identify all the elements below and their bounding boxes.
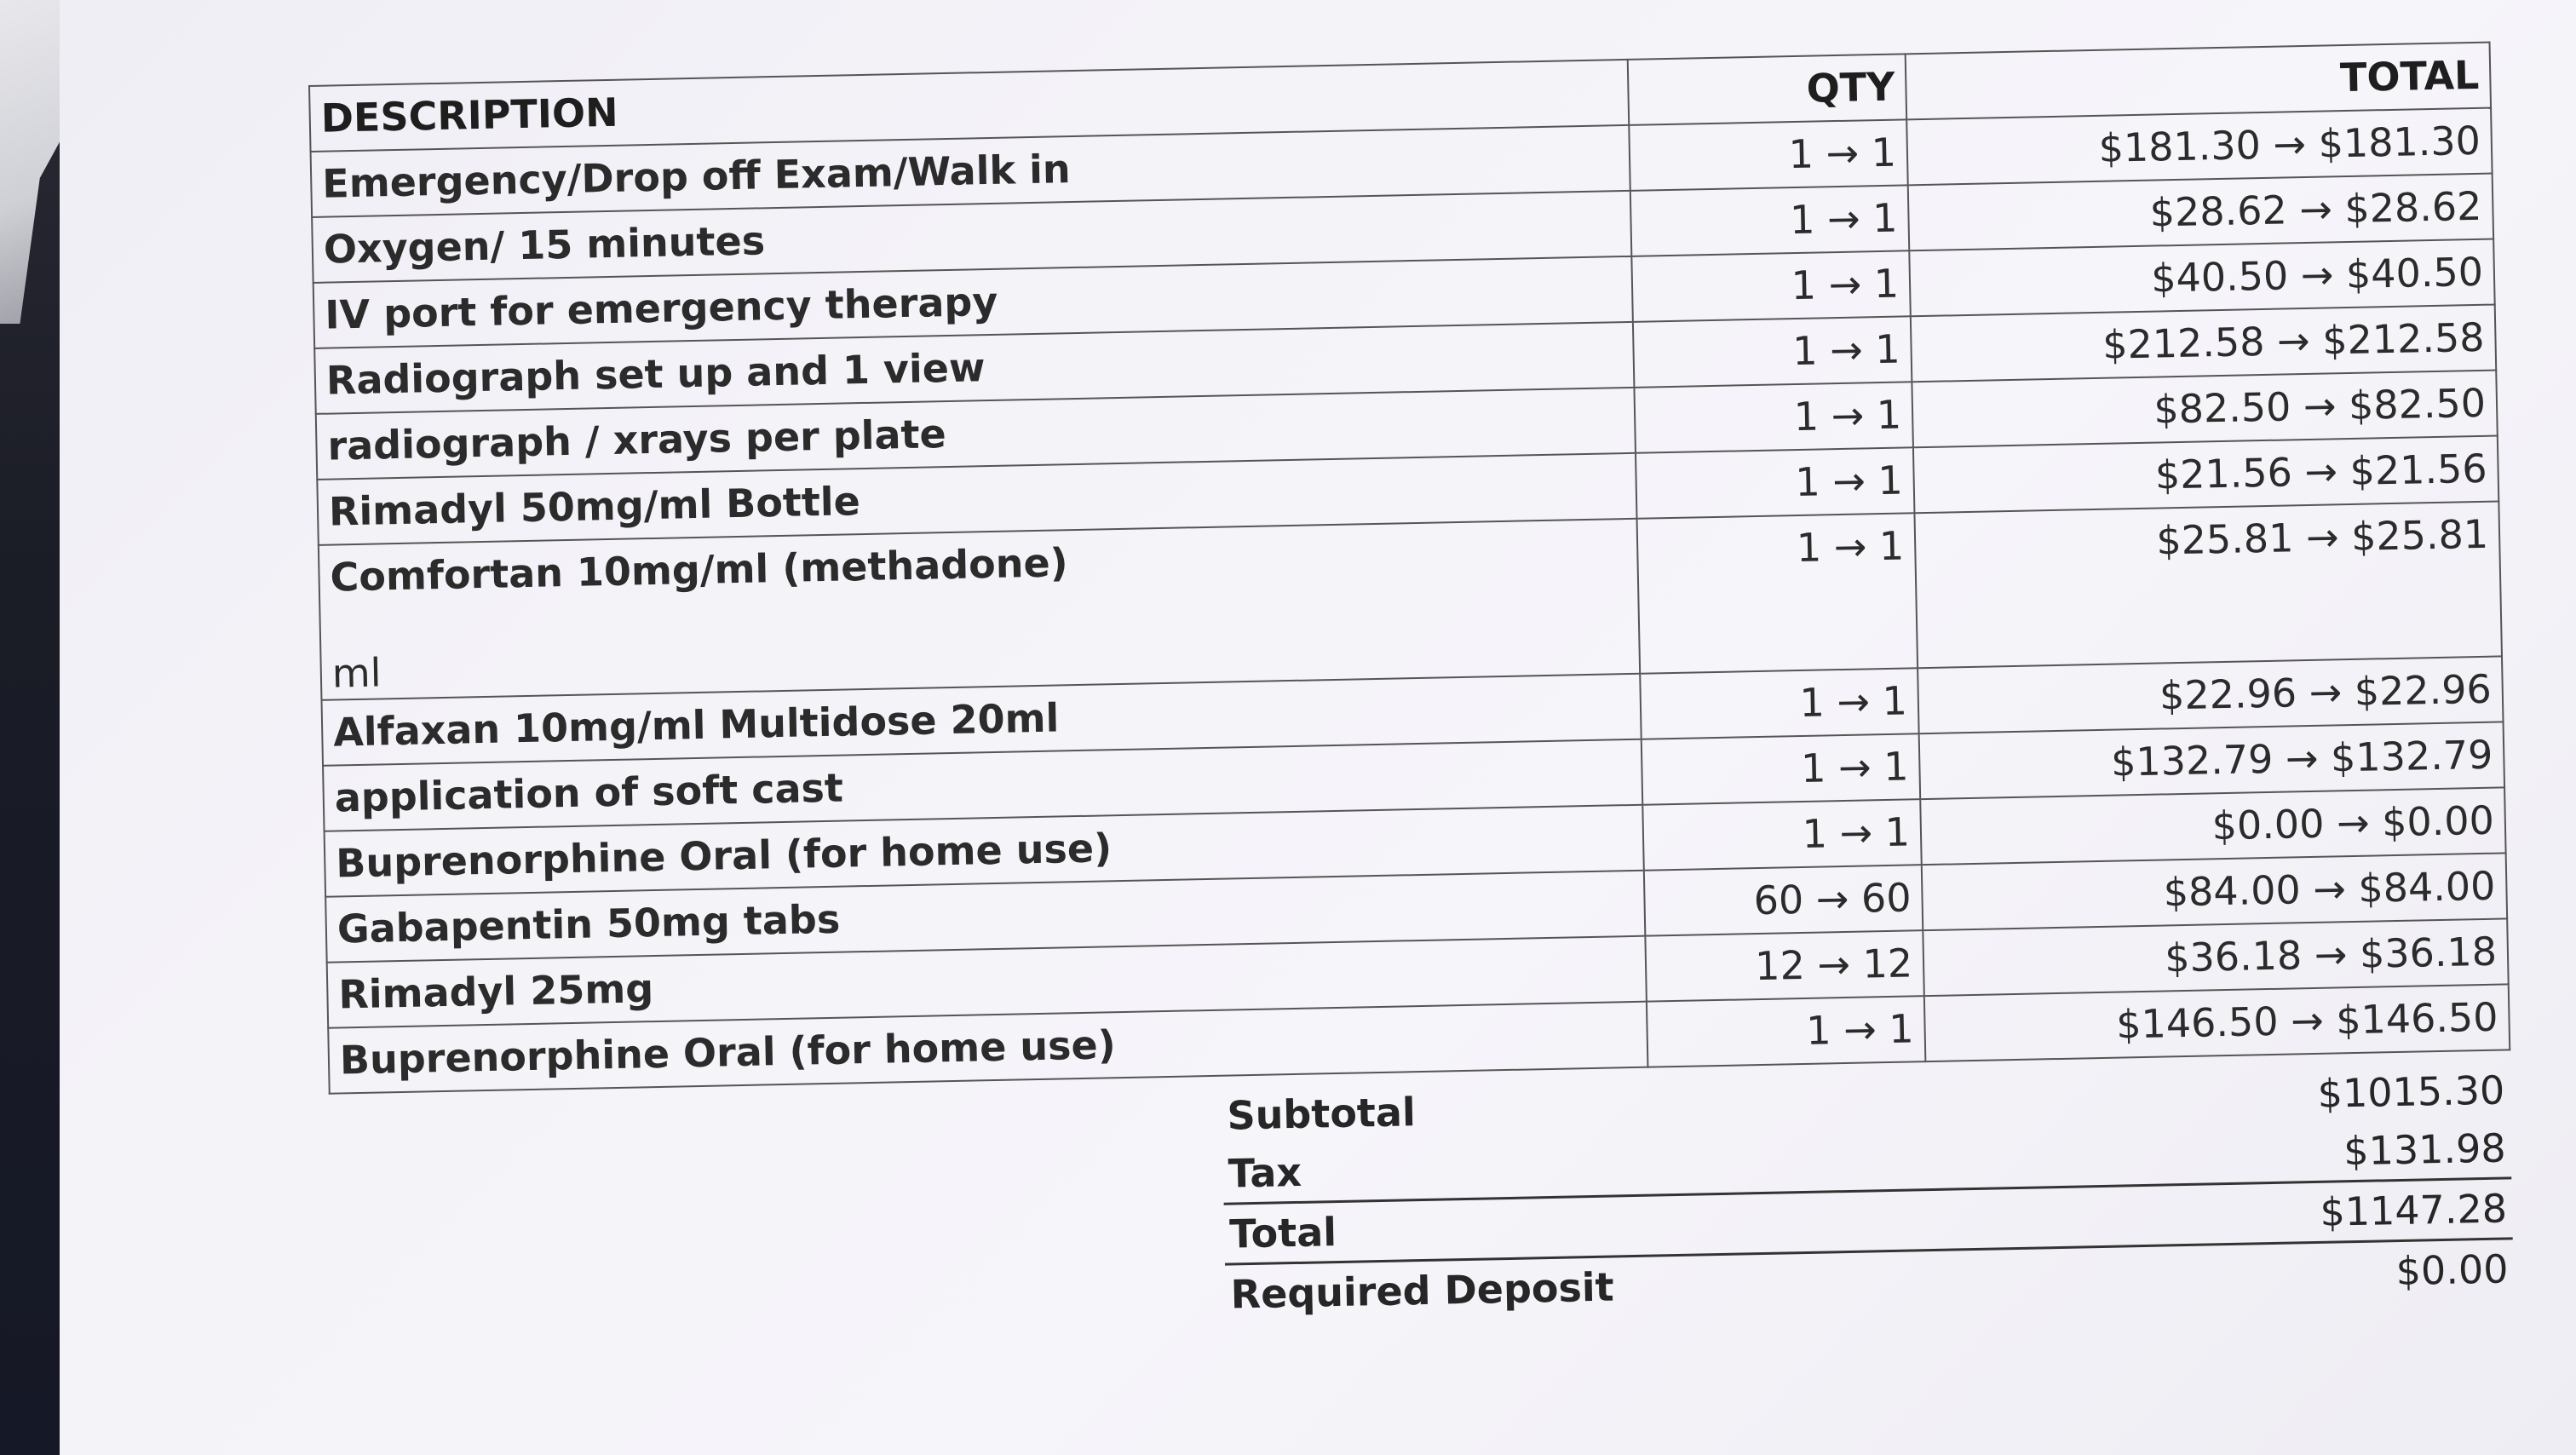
item-qty: 1 → 1 [1630,185,1909,256]
tax-value: $131.98 [2343,1124,2507,1175]
subtotal-label: Subtotal [1226,1089,1417,1139]
item-total: $25.81 → $25.81 [1914,501,2502,668]
desk-background [0,0,66,1455]
item-total: $132.79 → $132.79 [1919,722,2504,799]
item-total: $212.58 → $212.58 [1911,305,2496,382]
invoice-table [308,42,2510,1095]
deposit-label: Required Deposit [1230,1263,1615,1318]
item-total: $36.18 → $36.18 [1923,918,2508,996]
item-qty: 60 → 60 [1644,865,1923,936]
item-total: $22.96 → $22.96 [1918,656,2503,733]
item-description: Rimadyl 25mg [327,936,1647,1028]
item-total: $84.00 → $84.00 [1922,853,2507,930]
total-label: Total [1228,1209,1337,1257]
subtotal-value: $1015.30 [2317,1067,2505,1117]
item-description: Alfaxan 10mg/ml Multidose 20ml [321,674,1641,766]
item-description: Radiograph set up and 1 view [314,322,1634,414]
totals-block [1222,1061,2514,1323]
item-description: application of soft cast [323,739,1642,831]
header-description: DESCRIPTION [309,60,1629,152]
item-total: $28.62 → $28.62 [1908,174,2493,251]
header-qty: QTY [1628,54,1906,125]
item-qty: 1 → 1 [1642,799,1921,871]
invoice-sheet [308,42,2514,1342]
item-description: IV port for emergency therapy [313,256,1633,348]
item-qty: 1 → 1 [1634,382,1912,453]
item-total: $146.50 → $146.50 [1924,984,2510,1061]
item-qty: 1 → 1 [1647,996,1925,1067]
item-description: Gabapentin 50mg tabs [325,871,1645,963]
item-description-cell [319,519,1640,700]
item-qty: 1 → 1 [1629,119,1907,191]
tax-label: Tax [1228,1148,1302,1197]
item-qty: 12 → 12 [1645,930,1923,1002]
item-description: Oxygen/ 15 minutes [312,191,1631,283]
item-total: $82.50 → $82.50 [1912,371,2497,448]
item-description: Buprenorphine Oral (for home use) [328,1002,1647,1094]
item-total: $21.56 → $21.56 [1913,436,2498,514]
item-qty: 1 → 1 [1636,447,1914,519]
item-total: $40.50 → $40.50 [1909,239,2494,317]
header-total: TOTAL [1906,43,2491,120]
item-qty: 1 → 1 [1633,316,1912,388]
item-description: Rimadyl 50mg/ml Bottle [317,453,1636,545]
item-total: $181.30 → $181.30 [1906,108,2492,186]
total-value: $1147.28 [2319,1185,2508,1235]
item-description: Buprenorphine Oral (for home use) [325,805,1644,897]
item-unit: ml [331,649,382,697]
item-description: Emergency/Drop off Exam/Walk in [311,125,1630,217]
item-total: $0.00 → $0.00 [1920,787,2505,865]
item-qty: 1 → 1 [1637,513,1918,674]
item-description: Comfortan 10mg/ml (methadone) [330,539,1069,601]
item-qty: 1 → 1 [1642,733,1920,805]
item-description: radiograph / xrays per plate [316,388,1636,480]
deposit-value: $0.00 [2395,1245,2509,1295]
cloth-corner [0,0,66,324]
item-qty: 1 → 1 [1640,668,1918,739]
item-qty: 1 → 1 [1631,250,1910,322]
